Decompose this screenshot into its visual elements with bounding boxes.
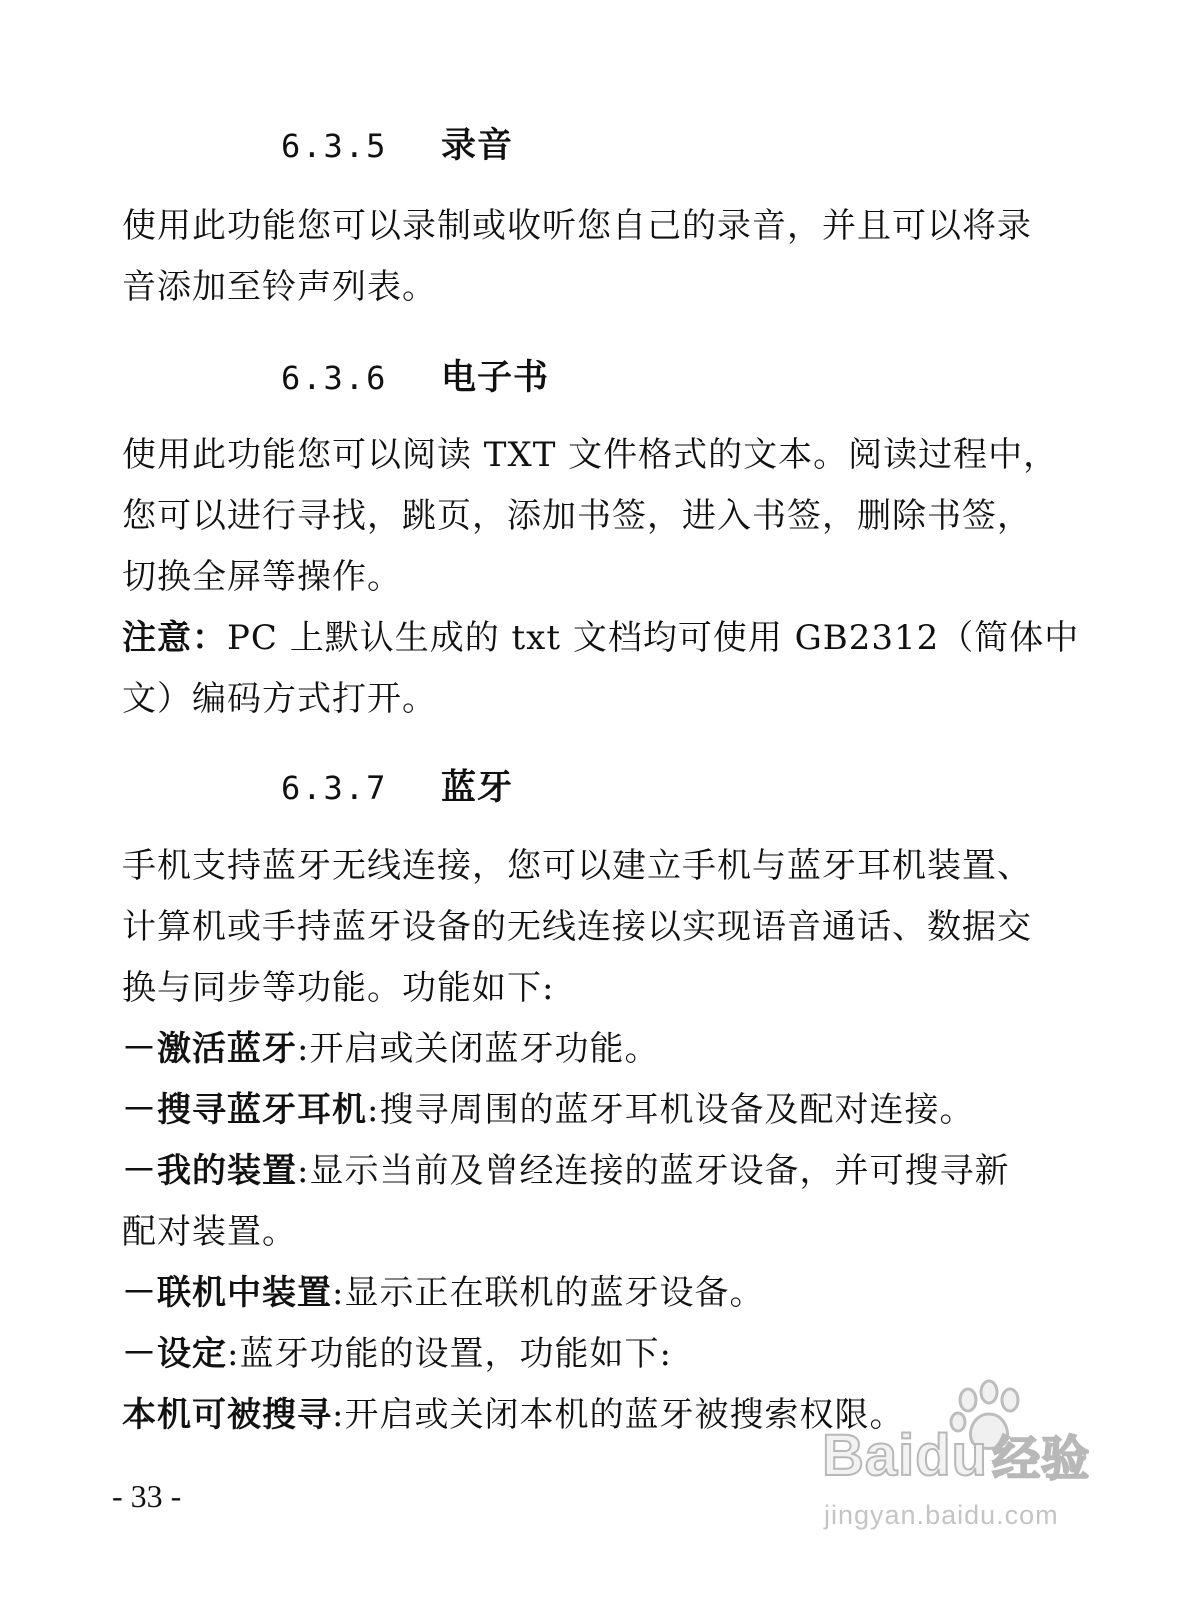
feature-item	[122, 1080, 1042, 1141]
feature-item	[122, 1141, 1042, 1202]
section-title: 录音	[441, 125, 514, 166]
watermark-brand-cn: 经验	[992, 1433, 1091, 1486]
section-body-6-3-6	[122, 425, 1080, 730]
feature-text: :蓝牙功能的设置，功能如下:	[227, 1334, 672, 1374]
section-body-6-3-5	[122, 196, 1042, 318]
feature-item	[122, 1019, 1042, 1080]
note-line	[122, 608, 1080, 669]
paragraph-line: 您可以进行寻找，跳页，添加书签，进入书签，删除书签，	[122, 496, 1032, 536]
feature-item-continued: 配对装置。	[122, 1212, 297, 1252]
paragraph-line: 音添加至铃声列表。	[122, 267, 437, 307]
section-body-6-3-7	[122, 836, 1042, 1446]
feature-label: －我的装置	[122, 1151, 297, 1191]
watermark-url: jingyan.baidu.com	[824, 1500, 1059, 1530]
feature-text: :开启或关闭蓝牙功能。	[297, 1029, 660, 1069]
section-title: 蓝牙	[441, 767, 514, 808]
section-heading-6-3-5	[281, 118, 513, 168]
section-heading-6-3-7	[281, 760, 513, 810]
paragraph-line: 使用此功能您可以阅读 TXT 文件格式的文本。阅读过程中，	[122, 435, 1059, 475]
note-text: PC 上默认生成的 txt 文档均可使用 GB2312（简体中	[227, 618, 1080, 658]
feature-label: －设定	[122, 1334, 227, 1374]
feature-text: :显示正在联机的蓝牙设备。	[332, 1273, 765, 1313]
section-heading-6-3-6	[281, 350, 549, 400]
paragraph-line: 换与同步等功能。功能如下:	[122, 968, 555, 1008]
feature-text: :搜寻周围的蓝牙耳机设备及配对连接。	[367, 1090, 975, 1130]
paragraph-line: 计算机或手持蓝牙设备的无线连接以实现语音通话、数据交	[122, 907, 1032, 947]
paragraph-line: 使用此功能您可以录制或收听您自己的录音，并且可以将录	[122, 206, 1032, 246]
paragraph-line: 手机支持蓝牙无线连接，您可以建立手机与蓝牙耳机装置、	[122, 846, 1032, 886]
feature-text: :显示当前及曾经连接的蓝牙设备，并可搜寻新	[297, 1151, 1010, 1191]
note-label: 注意：	[122, 618, 227, 658]
feature-label: －联机中装置	[122, 1273, 332, 1313]
feature-text: :开启或关闭本机的蓝牙被搜索权限。	[332, 1395, 905, 1435]
watermark-brand-latin: Baidu	[822, 1423, 989, 1488]
feature-label: －搜寻蓝牙耳机	[122, 1090, 367, 1130]
section-title: 电子书	[441, 357, 550, 398]
section-number: 6.3.7	[281, 769, 388, 807]
section-number: 6.3.5	[281, 127, 388, 165]
baidu-jingyan-watermark	[822, 1378, 1092, 1578]
feature-label: 本机可被搜寻	[122, 1395, 332, 1435]
watermark-brand	[822, 1420, 1090, 1489]
paragraph-line: 切换全屏等操作。	[122, 557, 402, 597]
feature-label: －激活蓝牙	[122, 1029, 297, 1069]
page-number: - 33 -	[112, 1478, 182, 1514]
section-number: 6.3.6	[281, 359, 388, 397]
feature-item	[122, 1324, 1042, 1385]
note-line-continued: 文）编码方式打开。	[122, 679, 437, 719]
feature-item	[122, 1263, 1042, 1324]
